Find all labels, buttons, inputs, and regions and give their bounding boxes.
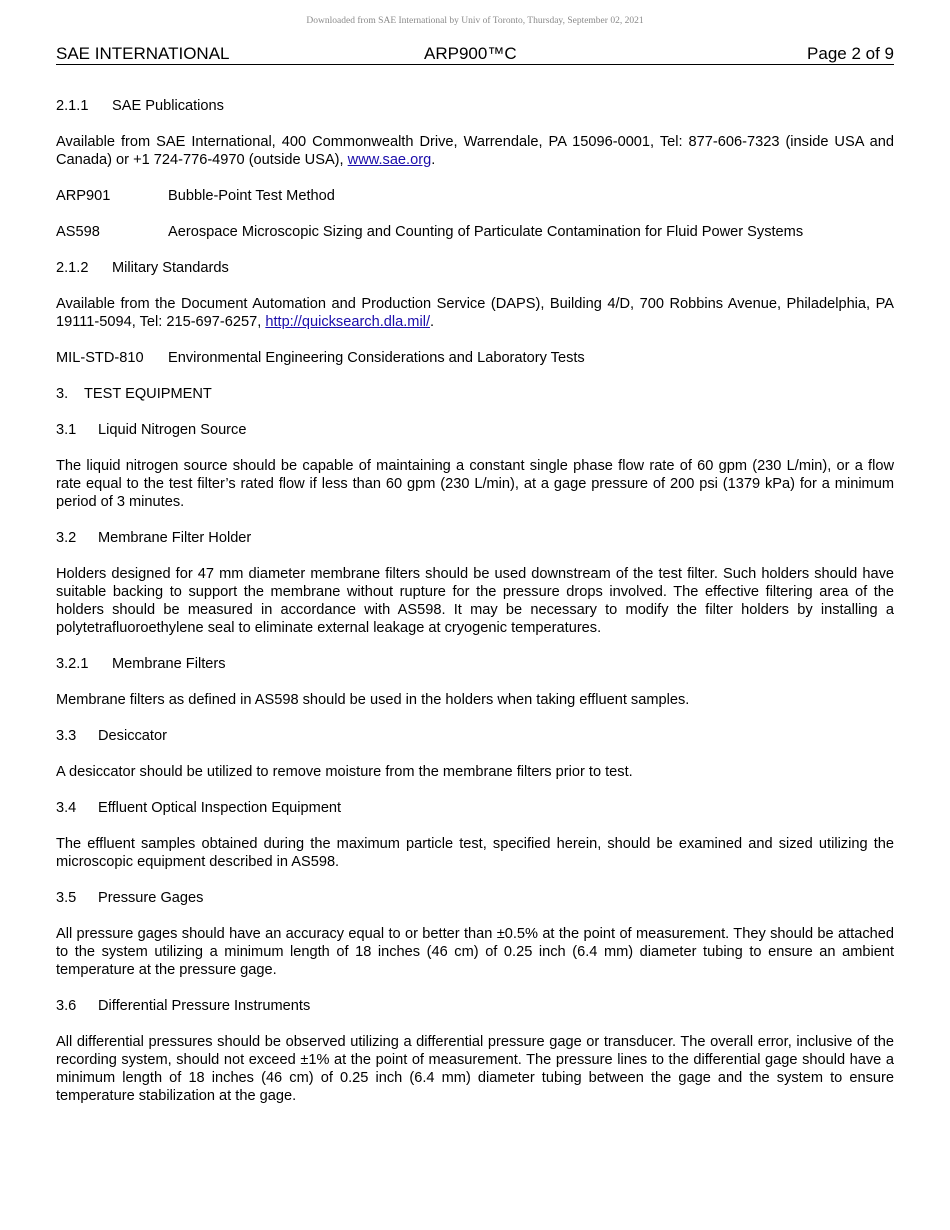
section-number: 3.3 <box>56 728 77 744</box>
section-number: 3.1 <box>56 422 77 438</box>
section-number: 3.5 <box>56 890 77 906</box>
reference-code: ARP901 <box>56 188 111 204</box>
section-paragraph: The liquid nitrogen source should be capable of maintaining a constant single phase flow rate of 60 gpm (230 L/min), or a flow rate equal to the test filter’s rated flow if less than 60 gpm (230 L/min), at a gage pressure of 200 psi (1379 kPa) for a minimum period of 3 minutes. <box>56 458 894 510</box>
section-number: 3.2.1 <box>56 656 89 672</box>
section-paragraph: Holders designed for 47 mm diameter membrane filters should be used downstream of the test filter. Such holders should have suitable backing to support the membrane without rupture for the pressure drops involved. The effective filtering area of the holders should be measured in accordance with AS598. It may be necessary to modify the filter holders by installing a polytetrafluoroethylene seal to eliminate external leakage at cryogenic temperatures. <box>56 566 894 636</box>
header-document-id: ARP900™C <box>424 44 517 63</box>
dla-link[interactable]: http://quicksearch.dla.mil/ <box>265 314 431 330</box>
section-title: SAE Publications <box>112 98 224 114</box>
header-page-number: Page 2 of 9 <box>807 44 894 63</box>
availability-text: Available from the Document Automation and Production Service (DAPS), Building 4/D, 700 Robbins Avenue, Philadelphia, PA 19111-5094, Tel: 215-697-6257, <box>56 296 894 330</box>
section-heading-3-6 <box>56 997 894 1015</box>
section-number: 3.4 <box>56 800 77 816</box>
punctuation: . <box>430 314 435 330</box>
section-number: 3.6 <box>56 998 77 1014</box>
section-title: Liquid Nitrogen Source <box>98 422 247 438</box>
reference-entry <box>56 187 894 205</box>
reference-entry <box>56 349 894 367</box>
page-header <box>56 44 894 65</box>
section-paragraph: A desiccator should be utilized to remove moisture from the membrane filters prior to test. <box>56 764 633 780</box>
section-heading-3-3 <box>56 727 894 745</box>
section-title: TEST EQUIPMENT <box>84 386 212 402</box>
section-paragraph: All differential pressures should be observed utilizing a differential pressure gage or transducer. The overall error, inclusive of the recording system, should not exceed ±1% at the point of measurement. The pressure lines to the differential gage should have a minimum length of 18 inches (46 cm) of 0.25 inch (6.4 mm) diameter tubing between the gage and the system to ensure temperature stabilization at the gage. <box>56 1034 894 1104</box>
section-title: Pressure Gages <box>98 890 204 906</box>
reference-entry <box>56 223 894 241</box>
section-number: 2.1.2 <box>56 260 89 276</box>
header-organization: SAE INTERNATIONAL <box>56 44 230 63</box>
section-title: Military Standards <box>112 260 229 276</box>
section-title: Differential Pressure Instruments <box>98 998 311 1014</box>
section-number: 3.2 <box>56 530 77 546</box>
reference-code: MIL-STD-810 <box>56 350 144 366</box>
section-heading-3 <box>56 385 894 403</box>
section-title: Membrane Filters <box>112 656 226 672</box>
section-heading-3-5 <box>56 889 894 907</box>
section-title: Effluent Optical Inspection Equipment <box>98 800 342 816</box>
availability-paragraph <box>56 133 894 169</box>
reference-code: AS598 <box>56 224 100 240</box>
section-title: Membrane Filter Holder <box>98 530 252 546</box>
section-heading-2-1-1 <box>56 97 894 115</box>
section-heading-3-4 <box>56 799 894 817</box>
section-heading-3-2 <box>56 529 894 547</box>
section-number: 2.1.1 <box>56 98 89 114</box>
document-body <box>56 97 894 1123</box>
section-paragraph: The effluent samples obtained during the maximum particle test, specified herein, should be examined and sized utilizing the microscopic equipment described in AS598. <box>56 836 894 870</box>
reference-title: Bubble-Point Test Method <box>168 188 335 204</box>
section-heading-3-1 <box>56 421 894 439</box>
download-watermark: Downloaded from SAE International by Univ of Toronto, Thursday, September 02, 2021 <box>306 16 644 26</box>
availability-text: Available from SAE International, 400 Commonwealth Drive, Warrendale, PA 15096-0001, Tel: 877-606-7323 (inside USA and Canada) or +1 724-776-4970 (outside USA), <box>56 134 894 168</box>
section-heading-3-2-1 <box>56 655 894 673</box>
section-paragraph: Membrane filters as defined in AS598 should be used in the holders when taking effluent samples. <box>56 692 690 708</box>
section-heading-2-1-2 <box>56 259 894 277</box>
reference-title: Environmental Engineering Considerations and Laboratory Tests <box>168 350 585 366</box>
availability-paragraph <box>56 295 894 331</box>
reference-title: Aerospace Microscopic Sizing and Counting of Particulate Contamination for Fluid Power Systems <box>168 224 804 240</box>
punctuation: . <box>431 152 436 168</box>
section-paragraph: All pressure gages should have an accuracy equal to or better than ±0.5% at the point of measurement. They should be attached to the system utilizing a minimum length of 18 inches (46 cm) of 0.25 inch (6.4 mm) diameter tubing to ensure an ambient temperature at the pressure gage. <box>56 926 894 978</box>
section-title: Desiccator <box>98 728 167 744</box>
section-number: 3. <box>56 386 69 402</box>
sae-link[interactable]: www.sae.org <box>347 152 432 168</box>
